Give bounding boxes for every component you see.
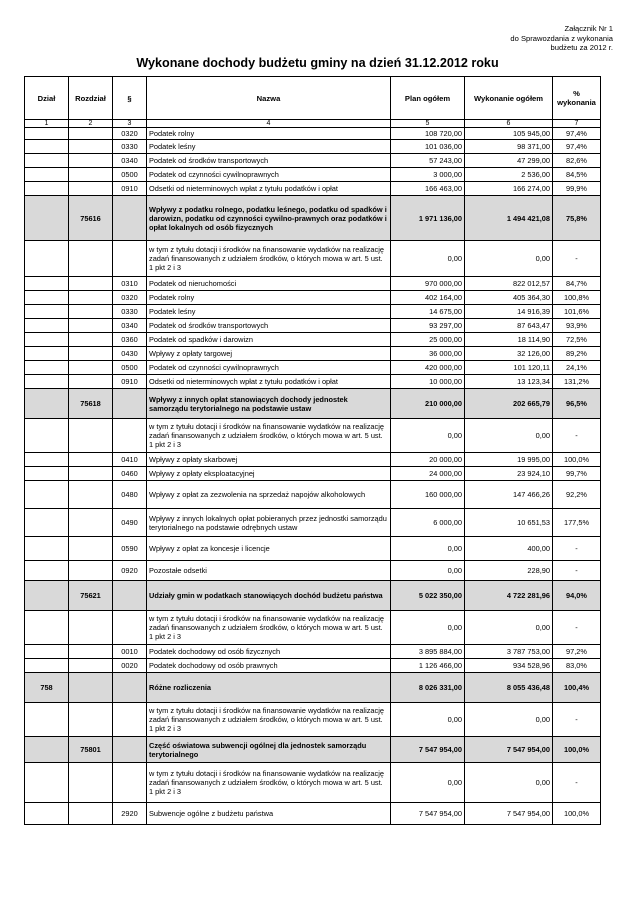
cell-percent: 92,2% (553, 481, 601, 509)
cell-dzial (25, 467, 69, 481)
cell-percent: - (553, 763, 601, 803)
cell-rozdzial (69, 361, 113, 375)
cell-wykonanie: 13 123,34 (465, 375, 553, 389)
cell-percent: 99,7% (553, 467, 601, 481)
cell-percent: 100,0% (553, 453, 601, 467)
cell-paragraph (113, 389, 147, 419)
cell-rozdzial (69, 673, 113, 703)
table-row (25, 763, 601, 803)
cell-percent: 89,2% (553, 347, 601, 361)
cell-plan: 7 547 954,00 (391, 737, 465, 763)
cell-wykonanie: 400,00 (465, 537, 553, 561)
cell-dzial (25, 182, 69, 196)
cell-dzial (25, 291, 69, 305)
cell-plan: 420 000,00 (391, 361, 465, 375)
cell-rozdzial (69, 453, 113, 467)
cell-rozdzial (69, 645, 113, 659)
cell-wykonanie: 7 547 954,00 (465, 737, 553, 763)
table-row (25, 419, 601, 453)
cell-nazwa: Wpływy z opłat za koncesje i licencje (147, 537, 391, 561)
table-row (25, 561, 601, 581)
cell-nazwa: Subwencje ogólne z budżetu państwa (147, 803, 391, 825)
cell-plan: 1 971 136,00 (391, 196, 465, 241)
cell-dzial (25, 509, 69, 537)
cell-nazwa: Podatek rolny (147, 291, 391, 305)
cell-nazwa: Część oświatowa subwencji ogólnej dla jednostek samorządu terytorialnego (147, 737, 391, 763)
cell-percent: 93,9% (553, 319, 601, 333)
cell-paragraph: 0480 (113, 481, 147, 509)
cell-dzial (25, 196, 69, 241)
cell-nazwa: Wpływy z opłaty eksploatacyjnej (147, 467, 391, 481)
cell-rozdzial (69, 305, 113, 319)
cell-plan: 0,00 (391, 419, 465, 453)
cell-wykonanie: 0,00 (465, 241, 553, 277)
cell-plan: 402 164,00 (391, 291, 465, 305)
cell-dzial (25, 419, 69, 453)
table-row (25, 305, 601, 319)
cell-wykonanie: 405 364,30 (465, 291, 553, 305)
cell-rozdzial (69, 128, 113, 140)
cell-percent: 24,1% (553, 361, 601, 375)
cell-nazwa: Udziały gmin w podatkach stanowiących dochód budżetu państwa (147, 581, 391, 611)
table-row (25, 673, 601, 703)
cell-paragraph: 0500 (113, 168, 147, 182)
cell-plan: 20 000,00 (391, 453, 465, 467)
cell-rozdzial: 75616 (69, 196, 113, 241)
cell-wykonanie: 101 120,11 (465, 361, 553, 375)
cell-nazwa: Podatek od nieruchomości (147, 277, 391, 291)
cell-dzial (25, 611, 69, 645)
cell-rozdzial (69, 319, 113, 333)
col-header-wykonanie: Wykonanie ogółem (465, 77, 553, 120)
cell-dzial (25, 481, 69, 509)
cell-paragraph: 0010 (113, 645, 147, 659)
cell-percent: - (553, 611, 601, 645)
cell-wykonanie: 822 012,57 (465, 277, 553, 291)
cell-nazwa: w tym z tytułu dotacji i środków na finansowanie wydatków na realizację zadań finansowanych z udziałem środków, o których mowa w art. 5 ust. 1 pkt 2 i 3 (147, 611, 391, 645)
table-row (25, 196, 601, 241)
cell-percent: - (553, 703, 601, 737)
col-number: 4 (147, 120, 391, 128)
cell-percent: - (553, 241, 601, 277)
col-header-dzial: Dział (25, 77, 69, 120)
cell-nazwa: Podatek od środków transportowych (147, 154, 391, 168)
col-header-nazwa: Nazwa (147, 77, 391, 120)
table-row (25, 453, 601, 467)
column-number-row (25, 120, 601, 128)
table-row (25, 291, 601, 305)
cell-wykonanie: 0,00 (465, 703, 553, 737)
table-row (25, 361, 601, 375)
cell-percent: 100,0% (553, 737, 601, 763)
cell-plan: 5 022 350,00 (391, 581, 465, 611)
cell-rozdzial (69, 659, 113, 673)
cell-dzial (25, 305, 69, 319)
cell-paragraph: 0320 (113, 128, 147, 140)
header-row (25, 77, 601, 120)
cell-dzial (25, 703, 69, 737)
table-row (25, 537, 601, 561)
cell-wykonanie: 32 126,00 (465, 347, 553, 361)
cell-paragraph (113, 703, 147, 737)
cell-dzial (25, 561, 69, 581)
table-body (25, 128, 601, 825)
cell-wykonanie: 87 643,47 (465, 319, 553, 333)
table-row (25, 347, 601, 361)
col-number: 7 (553, 120, 601, 128)
table-row (25, 241, 601, 277)
document-title: Wykonane dochody budżetu gminy na dzień 31.12.2012 roku (136, 56, 499, 70)
cell-paragraph: 0340 (113, 154, 147, 168)
cell-rozdzial: 75618 (69, 389, 113, 419)
cell-rozdzial: 75801 (69, 737, 113, 763)
cell-nazwa: Podatek dochodowy od osób prawnych (147, 659, 391, 673)
cell-wykonanie: 23 924,10 (465, 467, 553, 481)
cell-dzial (25, 581, 69, 611)
cell-percent: 75,8% (553, 196, 601, 241)
cell-paragraph (113, 241, 147, 277)
cell-wykonanie: 14 916,39 (465, 305, 553, 319)
cell-rozdzial (69, 241, 113, 277)
cell-dzial (25, 154, 69, 168)
cell-plan: 1 126 466,00 (391, 659, 465, 673)
cell-plan: 25 000,00 (391, 333, 465, 347)
cell-percent: 100,4% (553, 673, 601, 703)
budget-income-table (24, 76, 601, 825)
cell-dzial (25, 737, 69, 763)
cell-nazwa: Wpływy z podatku rolnego, podatku leśnego, podatku od spadków i darowizn, podatku od czynności cywilno-prawnych oraz podatków i opłat lokalnych od osób fizycznych (147, 196, 391, 241)
col-number: 2 (69, 120, 113, 128)
cell-wykonanie: 10 651,53 (465, 509, 553, 537)
cell-percent: 97,4% (553, 128, 601, 140)
cell-wykonanie: 47 299,00 (465, 154, 553, 168)
cell-nazwa: w tym z tytułu dotacji i środków na finansowanie wydatków na realizację zadań finansowanych z udziałem środków, o których mowa w art. 5 ust. 1 pkt 2 i 3 (147, 419, 391, 453)
cell-percent: 177,5% (553, 509, 601, 537)
table-row (25, 737, 601, 763)
cell-plan: 166 463,00 (391, 182, 465, 196)
cell-rozdzial (69, 561, 113, 581)
cell-plan: 970 000,00 (391, 277, 465, 291)
cell-plan: 7 547 954,00 (391, 803, 465, 825)
table-row (25, 319, 601, 333)
table-row (25, 803, 601, 825)
annex-line-3: budżetu za 2012 r. (550, 43, 613, 53)
cell-paragraph: 0330 (113, 305, 147, 319)
cell-nazwa: Odsetki od nieterminowych wpłat z tytułu podatków i opłat (147, 375, 391, 389)
annex-line-1: Załącznik Nr 1 (564, 24, 613, 33)
cell-wykonanie: 147 466,26 (465, 481, 553, 509)
cell-paragraph (113, 763, 147, 803)
table-row (25, 389, 601, 419)
cell-percent: 101,6% (553, 305, 601, 319)
cell-rozdzial (69, 509, 113, 537)
cell-paragraph (113, 196, 147, 241)
col-number: 6 (465, 120, 553, 128)
cell-dzial (25, 168, 69, 182)
cell-plan: 3 000,00 (391, 168, 465, 182)
cell-nazwa: Wpływy z opłaty targowej (147, 347, 391, 361)
cell-percent: - (553, 561, 601, 581)
cell-paragraph: 0460 (113, 467, 147, 481)
cell-paragraph: 0410 (113, 453, 147, 467)
table-row (25, 481, 601, 509)
cell-wykonanie: 934 528,96 (465, 659, 553, 673)
table-row (25, 509, 601, 537)
cell-wykonanie: 2 536,00 (465, 168, 553, 182)
cell-dzial (25, 537, 69, 561)
cell-plan: 0,00 (391, 763, 465, 803)
cell-nazwa: w tym z tytułu dotacji i środków na finansowanie wydatków na realizację zadań finansowanych z udziałem środków, o których mowa w art. 5 ust. 1 pkt 2 i 3 (147, 763, 391, 803)
table-row (25, 611, 601, 645)
cell-rozdzial (69, 419, 113, 453)
cell-percent: 83,0% (553, 659, 601, 673)
cell-paragraph: 0490 (113, 509, 147, 537)
cell-nazwa: Podatek leśny (147, 305, 391, 319)
table-row (25, 128, 601, 140)
cell-dzial (25, 347, 69, 361)
annex-note (510, 24, 613, 53)
col-header-plan: Plan ogółem (391, 77, 465, 120)
cell-wykonanie: 19 995,00 (465, 453, 553, 467)
cell-wykonanie: 166 274,00 (465, 182, 553, 196)
cell-paragraph (113, 673, 147, 703)
cell-nazwa: Podatek leśny (147, 140, 391, 154)
cell-paragraph (113, 419, 147, 453)
cell-wykonanie: 0,00 (465, 611, 553, 645)
cell-percent: 100,8% (553, 291, 601, 305)
cell-dzial: 758 (25, 673, 69, 703)
cell-paragraph: 0020 (113, 659, 147, 673)
cell-dzial (25, 319, 69, 333)
cell-plan: 0,00 (391, 537, 465, 561)
cell-paragraph: 0320 (113, 291, 147, 305)
cell-rozdzial: 75621 (69, 581, 113, 611)
cell-wykonanie: 202 665,79 (465, 389, 553, 419)
cell-nazwa: Podatek od czynności cywilnoprawnych (147, 168, 391, 182)
cell-rozdzial (69, 481, 113, 509)
cell-plan: 6 000,00 (391, 509, 465, 537)
cell-paragraph: 0430 (113, 347, 147, 361)
cell-dzial (25, 389, 69, 419)
cell-paragraph: 0910 (113, 375, 147, 389)
cell-plan: 3 895 884,00 (391, 645, 465, 659)
cell-wykonanie: 1 494 421,08 (465, 196, 553, 241)
cell-rozdzial (69, 803, 113, 825)
table-row (25, 703, 601, 737)
cell-rozdzial (69, 168, 113, 182)
cell-rozdzial (69, 347, 113, 361)
cell-nazwa: Wpływy z innych opłat stanowiących dochody jednostek samorządu terytorialnego na podstawie ustaw (147, 389, 391, 419)
cell-nazwa: Podatek rolny (147, 128, 391, 140)
cell-rozdzial (69, 140, 113, 154)
cell-rozdzial (69, 277, 113, 291)
cell-percent: 94,0% (553, 581, 601, 611)
cell-percent: 84,5% (553, 168, 601, 182)
cell-plan: 8 026 331,00 (391, 673, 465, 703)
cell-percent: 84,7% (553, 277, 601, 291)
cell-paragraph: 2920 (113, 803, 147, 825)
cell-rozdzial (69, 467, 113, 481)
cell-nazwa: Podatek od czynności cywilnoprawnych (147, 361, 391, 375)
cell-plan: 57 243,00 (391, 154, 465, 168)
table-row (25, 277, 601, 291)
cell-nazwa: Wpływy z opłat za zezwolenia na sprzedaż napojów alkoholowych (147, 481, 391, 509)
cell-wykonanie: 8 055 436,48 (465, 673, 553, 703)
cell-wykonanie: 105 945,00 (465, 128, 553, 140)
cell-rozdzial (69, 333, 113, 347)
cell-dzial (25, 333, 69, 347)
cell-nazwa: Podatek od spadków i darowizn (147, 333, 391, 347)
cell-wykonanie: 3 787 753,00 (465, 645, 553, 659)
cell-plan: 14 675,00 (391, 305, 465, 319)
cell-plan: 210 000,00 (391, 389, 465, 419)
cell-nazwa: Pozostałe odsetki (147, 561, 391, 581)
cell-wykonanie: 0,00 (465, 419, 553, 453)
cell-dzial (25, 645, 69, 659)
cell-dzial (25, 659, 69, 673)
cell-percent: 131,2% (553, 375, 601, 389)
cell-percent: 97,4% (553, 140, 601, 154)
cell-percent: 96,5% (553, 389, 601, 419)
cell-plan: 24 000,00 (391, 467, 465, 481)
cell-wykonanie: 228,90 (465, 561, 553, 581)
cell-rozdzial (69, 154, 113, 168)
table-row (25, 659, 601, 673)
cell-rozdzial (69, 291, 113, 305)
cell-plan: 0,00 (391, 241, 465, 277)
cell-dzial (25, 361, 69, 375)
cell-percent: 97,2% (553, 645, 601, 659)
cell-wykonanie: 18 114,90 (465, 333, 553, 347)
cell-paragraph: 0910 (113, 182, 147, 196)
cell-percent: 99,9% (553, 182, 601, 196)
cell-plan: 0,00 (391, 703, 465, 737)
cell-plan: 0,00 (391, 611, 465, 645)
cell-nazwa: Wpływy z innych lokalnych opłat pobieranych przez jednostki samorządu terytorialnego na podstawie odrębnych ustaw (147, 509, 391, 537)
cell-paragraph (113, 611, 147, 645)
cell-paragraph: 0310 (113, 277, 147, 291)
cell-wykonanie: 0,00 (465, 763, 553, 803)
cell-nazwa: w tym z tytułu dotacji i środków na finansowanie wydatków na realizację zadań finansowanych z udziałem środków, o których mowa w art. 5 ust. 1 pkt 2 i 3 (147, 241, 391, 277)
col-number: 5 (391, 120, 465, 128)
cell-plan: 160 000,00 (391, 481, 465, 509)
cell-rozdzial (69, 763, 113, 803)
cell-wykonanie: 98 371,00 (465, 140, 553, 154)
table-row (25, 375, 601, 389)
cell-paragraph: 0340 (113, 319, 147, 333)
cell-nazwa: w tym z tytułu dotacji i środków na finansowanie wydatków na realizację zadań finansowanych z udziałem środków, o których mowa w art. 5 ust. 1 pkt 2 i 3 (147, 703, 391, 737)
cell-nazwa: Odsetki od nieterminowych wpłat z tytułu podatków i opłat (147, 182, 391, 196)
table-row (25, 333, 601, 347)
cell-dzial (25, 375, 69, 389)
table-row (25, 467, 601, 481)
cell-percent: 82,6% (553, 154, 601, 168)
cell-plan: 10 000,00 (391, 375, 465, 389)
cell-paragraph: 0920 (113, 561, 147, 581)
cell-percent: - (553, 537, 601, 561)
cell-rozdzial (69, 611, 113, 645)
cell-dzial (25, 140, 69, 154)
table-row (25, 182, 601, 196)
cell-plan: 0,00 (391, 561, 465, 581)
cell-paragraph (113, 581, 147, 611)
table-row (25, 154, 601, 168)
table-row (25, 645, 601, 659)
col-number: 3 (113, 120, 147, 128)
cell-rozdzial (69, 537, 113, 561)
cell-dzial (25, 241, 69, 277)
cell-paragraph: 0590 (113, 537, 147, 561)
cell-paragraph: 0500 (113, 361, 147, 375)
table-row (25, 168, 601, 182)
col-header-percent: % wykonania (553, 77, 601, 120)
cell-nazwa: Wpływy z opłaty skarbowej (147, 453, 391, 467)
cell-percent: 72,5% (553, 333, 601, 347)
cell-dzial (25, 128, 69, 140)
table-row (25, 581, 601, 611)
cell-nazwa: Różne rozliczenia (147, 673, 391, 703)
cell-rozdzial (69, 375, 113, 389)
cell-nazwa: Podatek od środków transportowych (147, 319, 391, 333)
col-header-rozdzial: Rozdział (69, 77, 113, 120)
cell-plan: 36 000,00 (391, 347, 465, 361)
cell-rozdzial (69, 703, 113, 737)
cell-paragraph: 0360 (113, 333, 147, 347)
cell-percent: 100,0% (553, 803, 601, 825)
cell-dzial (25, 763, 69, 803)
table-row (25, 140, 601, 154)
cell-paragraph: 0330 (113, 140, 147, 154)
col-header-paragraph: § (113, 77, 147, 120)
cell-plan: 93 297,00 (391, 319, 465, 333)
cell-rozdzial (69, 182, 113, 196)
cell-wykonanie: 4 722 281,96 (465, 581, 553, 611)
cell-nazwa: Podatek dochodowy od osób fizycznych (147, 645, 391, 659)
col-number: 1 (25, 120, 69, 128)
annex-line-2: do Sprawozdania z wykonania (510, 33, 613, 43)
cell-plan: 101 036,00 (391, 140, 465, 154)
cell-percent: - (553, 419, 601, 453)
cell-wykonanie: 7 547 954,00 (465, 803, 553, 825)
cell-plan: 108 720,00 (391, 128, 465, 140)
cell-dzial (25, 803, 69, 825)
cell-paragraph (113, 737, 147, 763)
cell-dzial (25, 277, 69, 291)
cell-dzial (25, 453, 69, 467)
